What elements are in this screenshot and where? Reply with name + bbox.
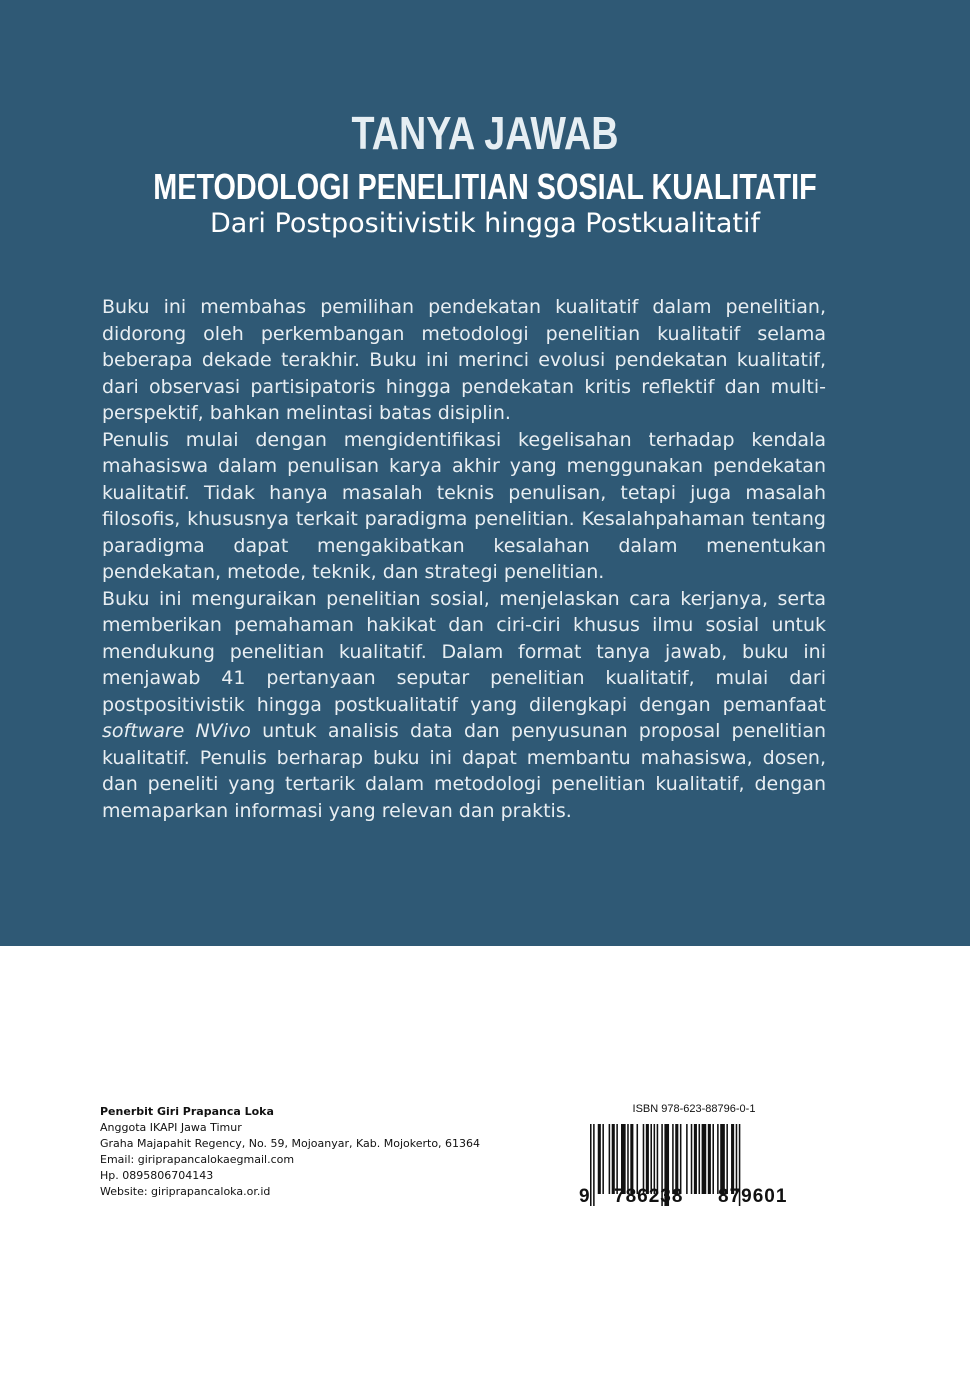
isbn-digits-left: 786238 [614, 1186, 684, 1207]
barcode-bar [731, 1124, 734, 1194]
barcode-bar [717, 1124, 719, 1194]
barcode-bar [621, 1124, 626, 1194]
publisher-address: Graha Majapahit Regency, No. 59, Mojoanyar, Kab. Mojokerto, 61364 [100, 1137, 481, 1150]
blurb [102, 294, 826, 824]
publisher-email: Email: giriprapancalokaegmail.com [100, 1153, 295, 1166]
barcode-bar [720, 1124, 725, 1194]
barcode-bar [650, 1124, 652, 1194]
barcode-bar [736, 1124, 738, 1194]
book-tagline: Dari Postpositivistik hingga Postkualitatif [210, 208, 760, 239]
blurb-p3-end: untuk analisis data dan penyusunan proposal penelitian kualitatif. Penulis berharap buku ini dapat membantu mahasiswa, dosen, dan peneliti yang tertarik dalam metodologi penelitian kualitatif, dengan memaparkan informasi yang relevan dan praktis. [102, 720, 827, 822]
isbn-barcode [566, 1094, 822, 1214]
blurb-paragraph-1: Buku ini membahas pemilihan pendekatan kualitatif dalam penelitian, didorong oleh perkembangan metodologi penelitian kualitatif selama beberapa dekade terakhir. Buku ini merinci evolusi pendekatan kualitatif, dari observasi partisipatoris hingga pendekatan kritis reflektif dan multi-perspektif, bahkan melintasi batas disiplin. [102, 296, 826, 424]
barcode-bar [627, 1124, 629, 1194]
barcode-bar [643, 1124, 645, 1194]
barcode-bar [630, 1124, 633, 1194]
barcode-bar [680, 1124, 682, 1194]
barcode-bar [654, 1124, 656, 1194]
publisher-info [100, 1104, 540, 1200]
barcode-bar [675, 1124, 678, 1194]
isbn-label: ISBN 978-623-88796-0-1 [632, 1103, 756, 1115]
barcode-bar [590, 1124, 592, 1206]
barcode-bar [602, 1124, 604, 1194]
publisher-member: Anggota IKAPI Jawa Timur [100, 1121, 242, 1134]
barcode-bar [708, 1124, 711, 1194]
barcode-bar [672, 1124, 674, 1194]
barcode-bar [702, 1124, 707, 1194]
isbn-digit-first: 9 [579, 1186, 590, 1207]
blurb-p3-start: Buku ini menguraikan penelitian sosial, menjelaskan cara kerjanya, serta memberikan pemahaman hakikat dan ciri-ciri khusus ilmu sosial untuk mendukung penelitian kualitatif. Dalam format tanya jawab, buku ini menjawab 41 pertanyaan seputar penelitian kualitatif, mulai dari postpositivistik hingga postkualitatif yang dilengkapi dengan pemanfaat [102, 587, 826, 716]
book-subtitle: METODOLOGI PENELITIAN SOSIAL KUALITATIF [153, 166, 817, 207]
book-title: TANYA JAWAB [351, 107, 619, 159]
barcode-bar [646, 1124, 649, 1194]
isbn-digits-right: 879601 [718, 1186, 788, 1207]
barcode-bar [686, 1124, 688, 1194]
barcode-bar [609, 1124, 611, 1194]
blurb-paragraph-3 [102, 586, 826, 825]
barcode-bar [691, 1124, 693, 1194]
barcode-bar [593, 1124, 595, 1206]
barcode-bar [616, 1124, 618, 1194]
publisher-phone: Hp. 0895806704143 [100, 1169, 214, 1182]
barcode-bar [637, 1124, 639, 1194]
publisher-website: Website: giriprapancaloka.or.id [100, 1185, 271, 1198]
publisher-name: Penerbit Giri Prapanca Loka [100, 1105, 274, 1118]
barcode-bar [712, 1124, 714, 1194]
blurb-paragraph-2: Penulis mulai dengan mengidentifikasi kegelisahan terhadap kendala mahasiswa dalam penulisan karya akhir yang menggunakan pendekatan kualitatif. Tidak hanya masalah teknis penulisan, tetapi juga masalah filosofis, khususnya terkait paradigma penelitian. Kesalahpahaman tentang paradigma dapat mengakibatkan kesalahan dalam menentukan pendekatan, metode, teknik, dan strategi penelitian. [102, 428, 826, 583]
barcode-bar [612, 1124, 615, 1194]
barcode-bar [694, 1124, 697, 1194]
barcode-bar [598, 1124, 601, 1194]
barcode-bar [657, 1124, 659, 1194]
barcode-bar [699, 1124, 701, 1194]
blurb-p3-italic: software NVivo [102, 720, 251, 742]
barcode-bar [726, 1124, 728, 1194]
